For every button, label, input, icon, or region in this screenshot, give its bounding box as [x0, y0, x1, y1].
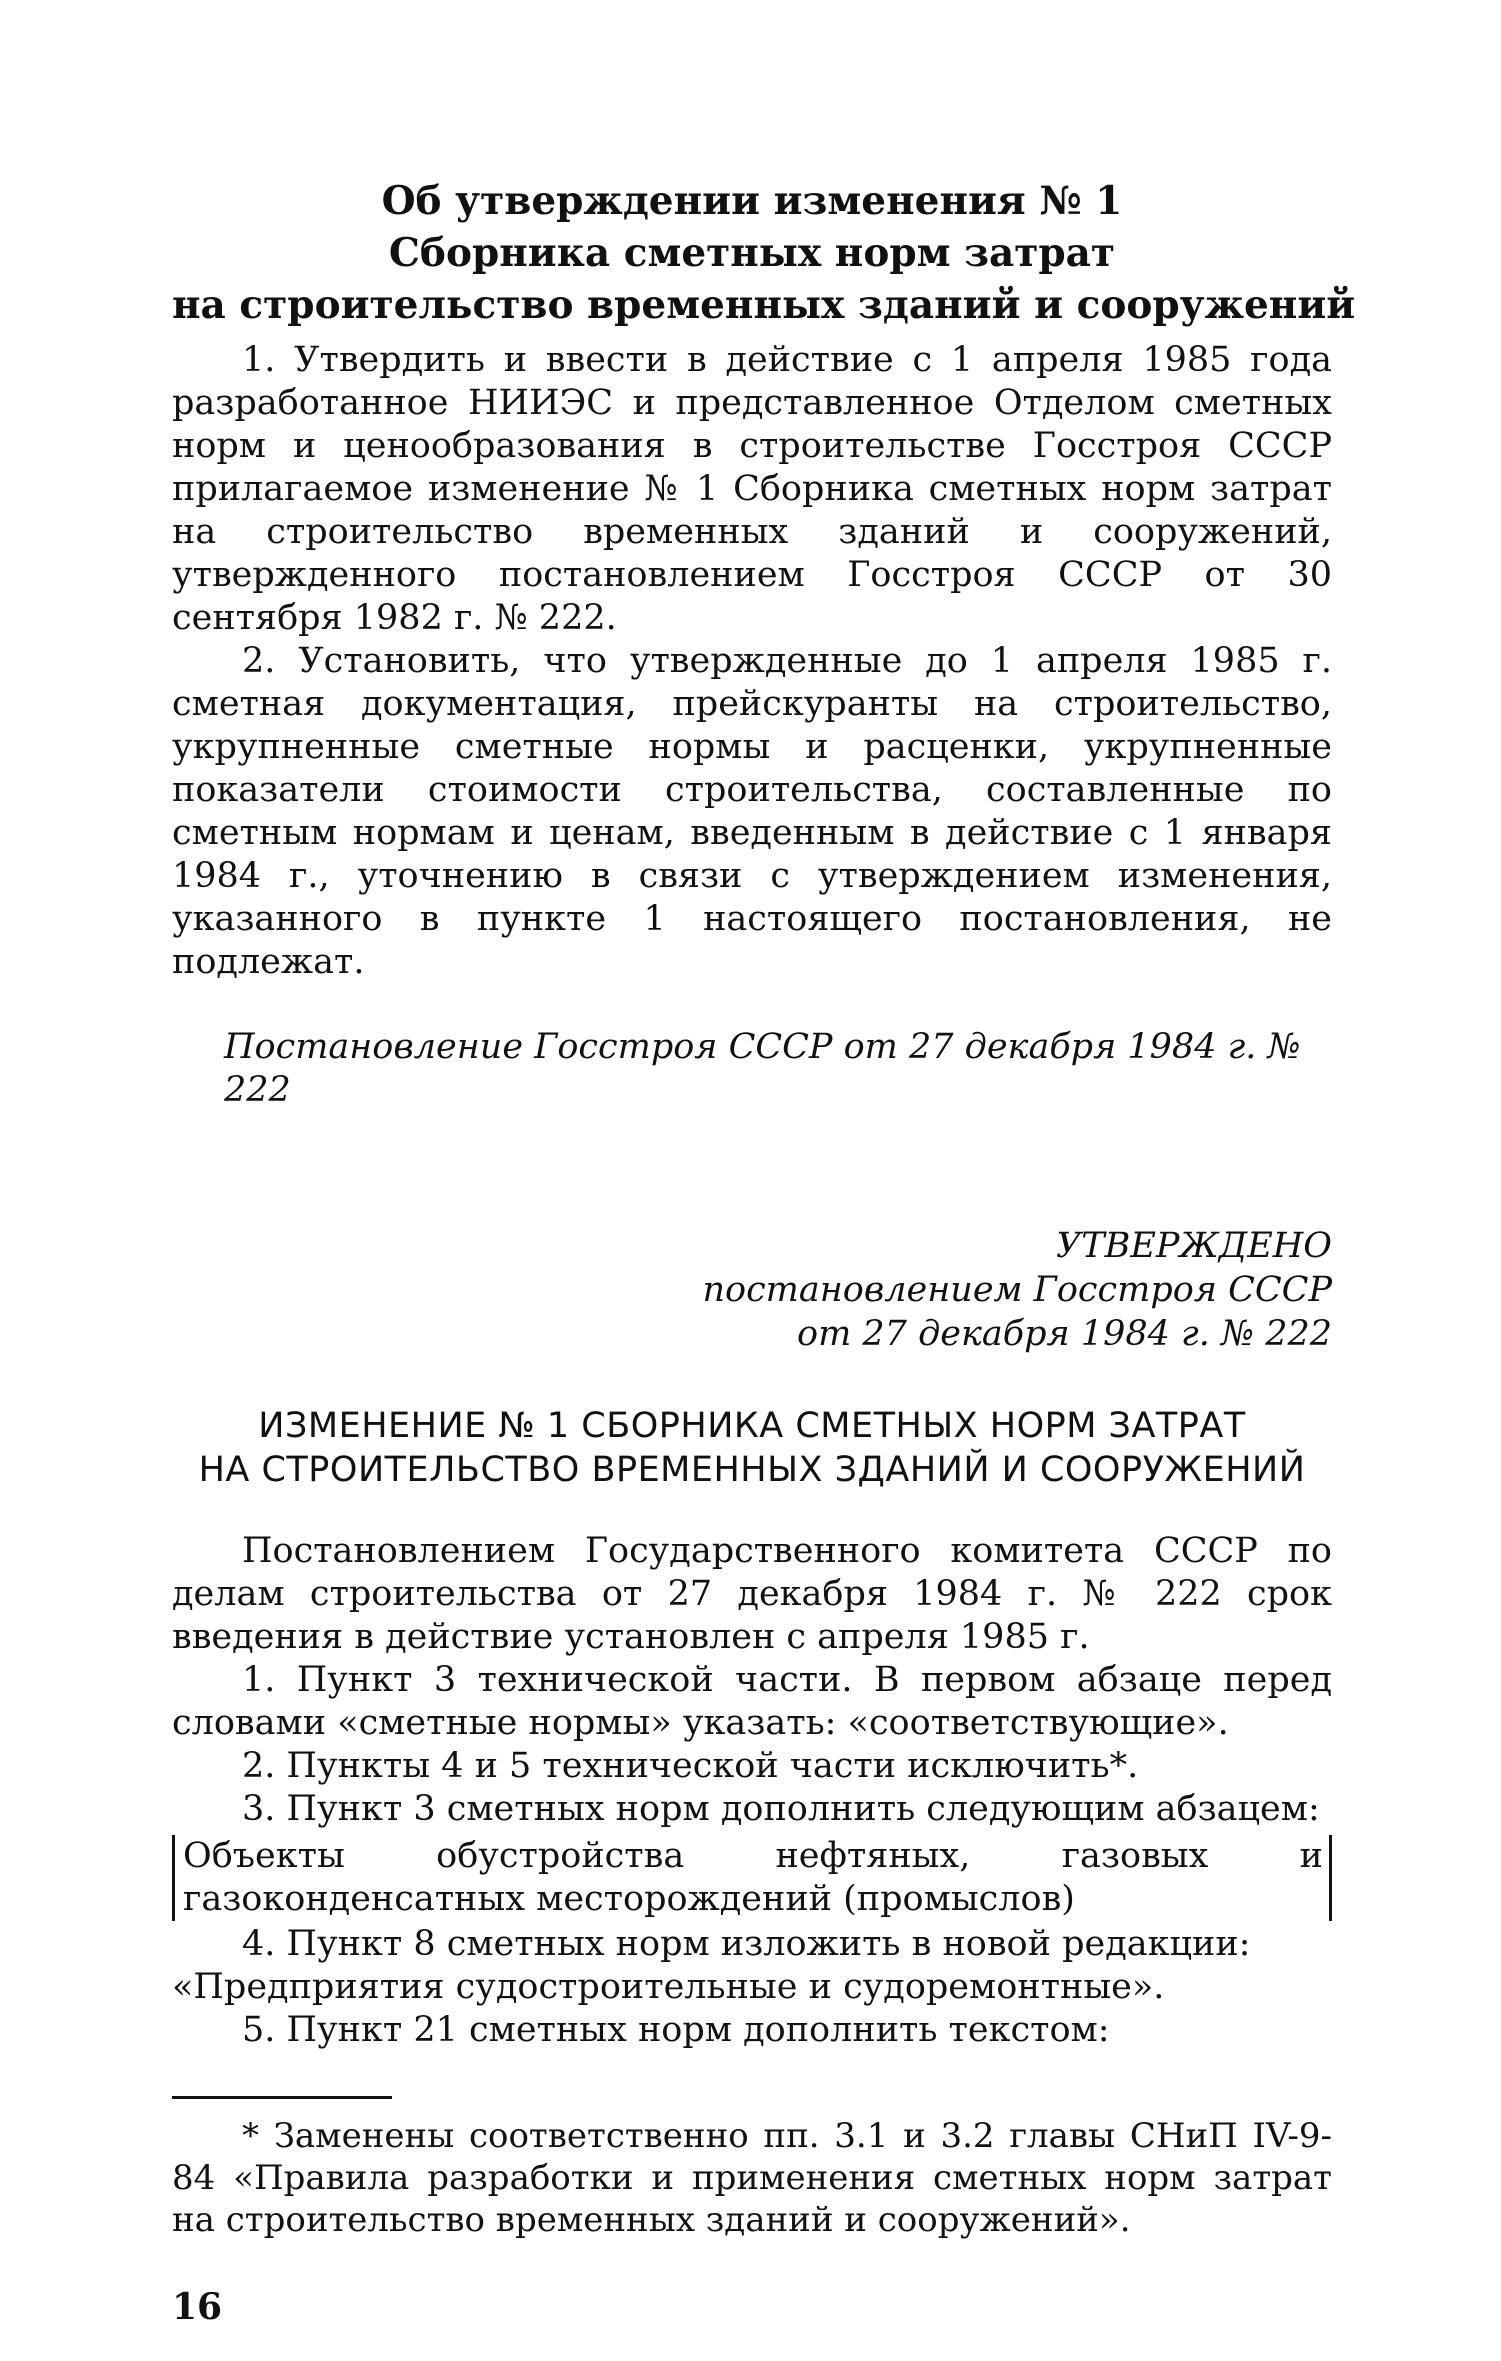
resolution-reference: Постановление Госстроя СССР от 27 декабря 1984 г. № 222 [224, 1027, 1301, 1110]
bracketed-text: Объекты обустройства нефтяных, газовых и газоконденсатных месторождений (промыслов) [183, 1836, 1323, 1919]
approval-date: от 27 декабря 1984 г. № 222 [797, 1314, 1332, 1354]
change-intro: Постановлением Государственного комитета СССР по делам строительства от 27 декабря 1984 г. № 222 срок введения в действие установлен с апреля 1985 г. [172, 1531, 1332, 1657]
approval-stamp [172, 1224, 1332, 1356]
footnote-text: * Заменены соответственно пп. 3.1 и 3.2 главы СНиП IV-9-84 «Правила разработки и применения сметных норм затрат на строительство временных зданий и сооружений». [172, 2116, 1332, 2240]
approval-authority: постановлением Госстроя СССР [702, 1270, 1332, 1310]
title-line: Сборника сметных норм затрат [388, 230, 1116, 276]
bracketed-insertion [172, 1835, 1332, 1921]
resolution-body [172, 339, 1332, 984]
approval-heading: УТВЕРЖДЕНО [1055, 1226, 1332, 1266]
resolution-paragraph-1: 1. Утвердить и ввести в действие с 1 апреля 1985 года разработанное НИИЭС и представленное Отделом сметных норм и ценообразования в строительстве Госстроя СССР прилагаемое изменение № 1 Сборника сметных норм затрат на строительство временных зданий и сооружений, утвержденного постановлением Госстроя СССР от 30 сентября 1982 г. № 222. [172, 340, 1332, 638]
page-number: 16 [172, 2286, 223, 2328]
resolution-paragraph-2: 2. Установить, что утвержденные до 1 апреля 1985 г. сметная документация, прейскуранты на строительство, укрупненные сметные нормы и расценки, укрупненные показатели стоимости строительства, составленные по сметным нормам и ценам, введенным в действие с 1 января 1984 г., уточнению в связи с утверждением изменения, указанного в пункте 1 настоящего постановления, не подлежат. [172, 641, 1332, 982]
change-item-3: 3. Пункт 3 сметных норм дополнить следующим абзацем: [242, 1789, 1320, 1829]
change-item-5: 5. Пункт 21 сметных норм дополнить текстом: [242, 2010, 1110, 2050]
change-item-2: 2. Пункты 4 и 5 технической части исключить*. [242, 1746, 1139, 1786]
change-item-4-text: «Предприятия судостроительные и судоремонтные». [172, 1967, 1165, 2007]
change-item-4: 4. Пункт 8 сметных норм изложить в новой редакции: [242, 1924, 1251, 1964]
change-item-1: 1. Пункт 3 технической части. В первом абзаце перед словами «сметные нормы» указать: «соответствующие». [172, 1660, 1332, 1743]
document-page [172, 175, 1356, 2329]
change-body [172, 1530, 1332, 2052]
title-line: на строительство временных зданий и сооружений [172, 282, 1356, 328]
change-title-line: ИЗМЕНЕНИЕ № 1 СБОРНИКА СМЕТНЫХ НОРМ ЗАТРАТ [258, 1406, 1246, 1446]
title-line: Об утверждении изменения № 1 [381, 178, 1123, 224]
document-title [172, 175, 1356, 331]
footnote-divider [172, 2096, 392, 2099]
footnote [172, 2115, 1332, 2241]
change-title-line: НА СТРОИТЕЛЬСТВО ВРЕМЕННЫХ ЗДАНИЙ И СООРУЖЕНИЙ [198, 1450, 1306, 1490]
change-title [172, 1404, 1332, 1492]
